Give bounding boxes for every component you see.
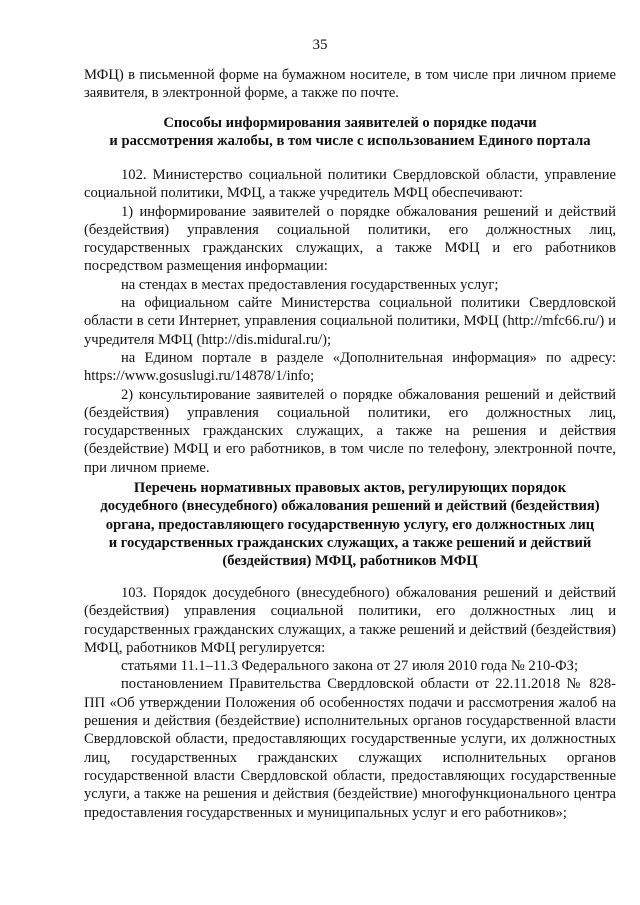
heading-line: и рассмотрения жалобы, в том числе с использованием Единого портала [109, 133, 591, 150]
intro-paragraph: МФЦ) в письменной форме на бумажном носителе, в том числе при личном приеме заявителя, в электронной форме, а также по почте. [84, 67, 616, 102]
paragraph-103: 103. Порядок досудебного (внесудебного) обжалования решений и действий (бездействия) управления социальной политики, его должностных лиц и государственных гражданских служащих, а также решений и действий (бездействия) МФЦ, работников МФЦ регулируется: [84, 585, 616, 656]
section-informing-body [84, 166, 616, 477]
section-regulations-body [84, 584, 616, 822]
list-item-2: 2) консультирование заявителей о порядке обжалования решений и действий (бездействия) управления социальной политики, его должностных лиц, государственных гражданских служащих, а также на решения и действия (бездействие) МФЦ и его работников, в том числе по телефону, электронной почте, при личном приеме. [84, 386, 616, 476]
list-item-federal-law: статьями 11.1–11.3 Федерального закона от 27 июля 2010 года № 210-ФЗ; [121, 658, 579, 675]
heading-line: Перечень нормативных правовых актов, регулирующих порядок [133, 480, 567, 496]
section-heading-regulations [84, 479, 616, 570]
list-item-government-decree: постановлением Правительства Свердловской области от 22.11.2018 № 828-ПП «Об утверждении Положения об особенностях подачи и рассмотрения жалоб на решения и действия (бездействие) исполнительных органов государственной власти Свердловской области, предоставляющих государственные услуги, их должностных лиц, государственных гражданских служащих исполнительных органов государственной власти Свердловской области, предоставляющих государственные услуги, а также на решения и действия (бездействие) многофункционального центра предоставления государственных и муниципальных услуг и его работников»; [84, 676, 616, 821]
heading-line: Способы информирования заявителей о порядке подачи [163, 115, 537, 131]
heading-line: (бездействия) МФЦ, работников МФЦ [222, 553, 478, 570]
heading-line: органа, предоставляющего государственную услугу, его должностных лиц [105, 516, 595, 533]
heading-line: досудебного (внесудебного) обжалования решений и действий (бездействия) [100, 498, 600, 515]
list-item-stands: на стендах в местах предоставления государственных услуг; [121, 276, 499, 293]
list-item-1: 1) информирование заявителей о порядке обжалования решений и действий (бездействия) управления социальной политики, его должностных лиц, государственных гражданских служащих, а также МФЦ и его работников посредством размещения информации: [84, 203, 616, 275]
list-item-official-site: на официальном сайте Министерства социальной политики Свердловской области в сети Интернет, управления социальной политики, МФЦ (http://mfc66.ru/) и учредителя МФЦ (http://dis.midural.ru/); [84, 295, 616, 348]
intro-block [84, 66, 616, 103]
list-item-unified-portal: на Едином портале в разделе «Дополнительная информация» по адресу: https://www.gosuslugi.ru/14878/1/info; [84, 349, 616, 385]
heading-line: и государственных гражданских служащих, а также решений и действий [108, 534, 592, 551]
page-number: 35 [312, 37, 328, 53]
paragraph-102: 102. Министерство социальной политики Свердловской области, управление социальной политики, МФЦ, а также учредитель МФЦ обеспечивают: [84, 167, 616, 202]
section-heading-informing [84, 114, 616, 151]
